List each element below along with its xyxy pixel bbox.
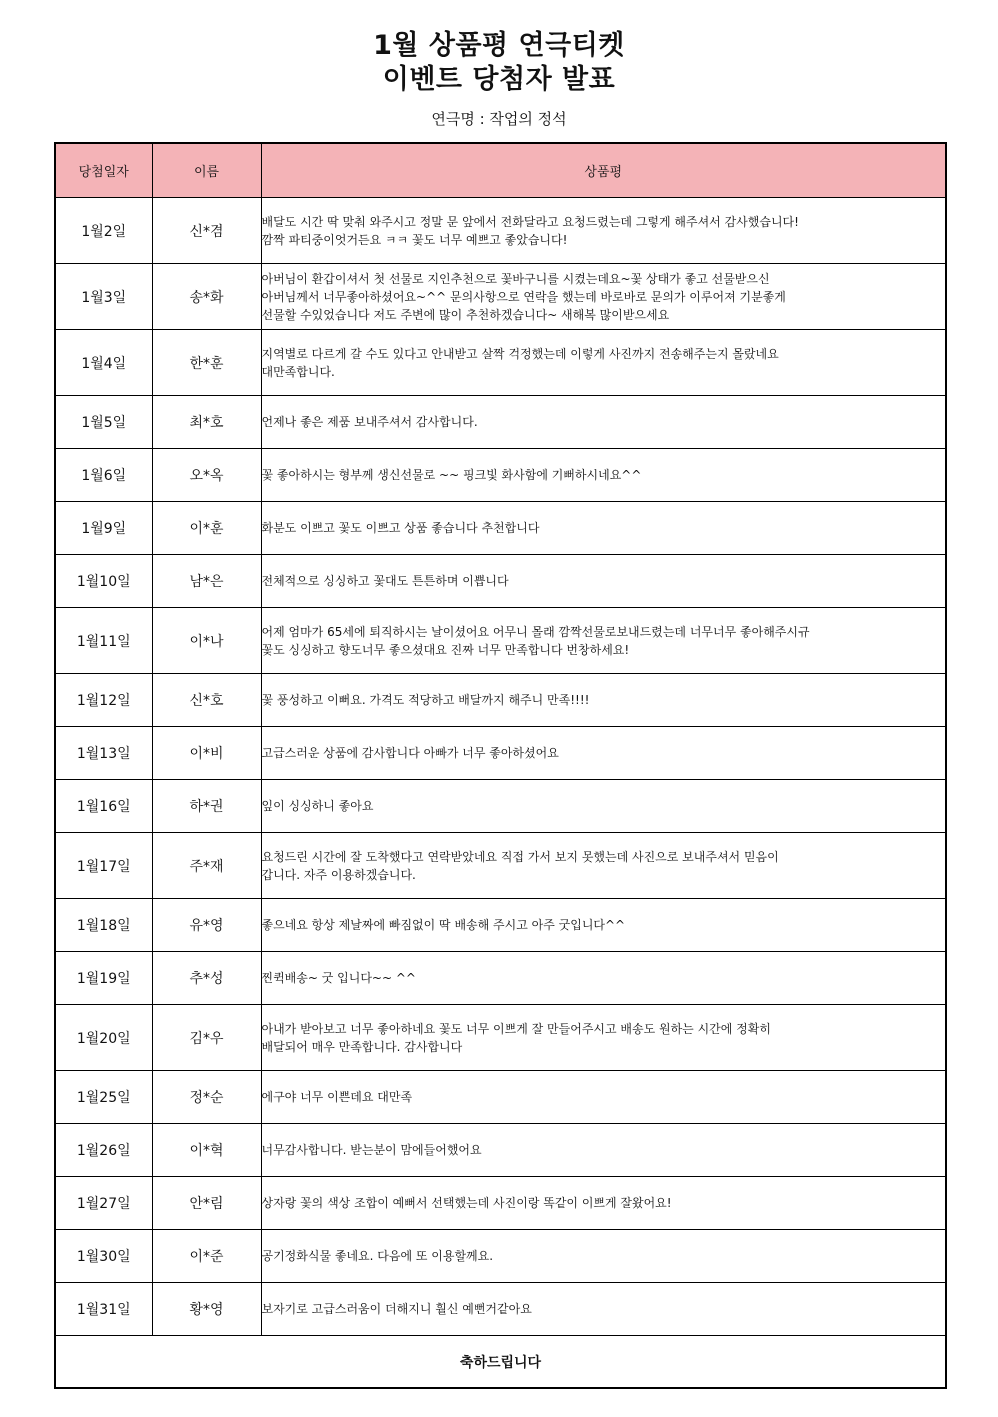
name-cell: 이*훈 [152, 502, 261, 555]
table-row [55, 780, 946, 833]
date-cell: 1월30일 [55, 1230, 152, 1283]
name-cell: 주*재 [152, 833, 261, 899]
winners-table [54, 142, 947, 1389]
table-row [55, 833, 946, 899]
table-row [55, 1124, 946, 1177]
review-cell: 지역별로 다르게 갈 수도 있다고 안내받고 살짝 걱정했는데 이렇게 사진까지 전송해주는지 몰랐네요 대만족합니다. [261, 330, 946, 396]
name-cell: 이*비 [152, 727, 261, 780]
table-row [55, 449, 946, 502]
review-cell: 상자랑 꽃의 색상 조합이 예뻐서 선택했는데 사진이랑 똑같이 이쁘게 잘왔어요! [261, 1177, 946, 1230]
review-cell: 에구야 너무 이쁜데요 대만족 [261, 1071, 946, 1124]
date-cell: 1월19일 [55, 952, 152, 1005]
play-name-subtitle: 연극명 : 작업의 정석 [431, 110, 567, 128]
review-cell: 보자기로 고급스러움이 더해지니 훨신 예뻔거같아요 [261, 1283, 946, 1336]
date-cell: 1월31일 [55, 1283, 152, 1336]
date-cell: 1월2일 [55, 198, 152, 264]
name-cell: 하*권 [152, 780, 261, 833]
review-cell: 꽃 풍성하고 이뻐요. 가격도 적당하고 배달까지 해주니 만족!!!! [261, 674, 946, 727]
header-review: 상품평 [261, 143, 946, 198]
name-cell: 이*혁 [152, 1124, 261, 1177]
name-cell: 유*영 [152, 899, 261, 952]
header-name: 이름 [152, 143, 261, 198]
name-cell: 정*순 [152, 1071, 261, 1124]
name-cell: 신*겸 [152, 198, 261, 264]
table-row [55, 198, 946, 264]
table-row [55, 396, 946, 449]
date-cell: 1월17일 [55, 833, 152, 899]
page-title-line-1: 1월 상품평 연극티켓 [373, 30, 625, 61]
review-cell: 너무감사합니다. 받는분이 맘에들어했어요 [261, 1124, 946, 1177]
name-cell: 한*훈 [152, 330, 261, 396]
date-cell: 1월9일 [55, 502, 152, 555]
name-cell: 신*호 [152, 674, 261, 727]
table-row [55, 1177, 946, 1230]
review-cell: 공기정화식물 좋네요. 다음에 또 이용할께요. [261, 1230, 946, 1283]
review-cell: 좋으네요 항상 제날짜에 빠짐없이 딱 배송해 주시고 아주 굿입니다^^ [261, 899, 946, 952]
review-cell: 아내가 받아보고 너무 좋아하네요 꽃도 너무 이쁘게 잘 만들어주시고 배송도 원하는 시간에 정확히 배달되어 매우 만족합니다. 감사합니다 [261, 1005, 946, 1071]
date-cell: 1월20일 [55, 1005, 152, 1071]
name-cell: 추*성 [152, 952, 261, 1005]
date-cell: 1월4일 [55, 330, 152, 396]
table-row [55, 555, 946, 608]
date-cell: 1월25일 [55, 1071, 152, 1124]
table-row [55, 727, 946, 780]
date-cell: 1월18일 [55, 899, 152, 952]
table-row [55, 502, 946, 555]
review-cell: 요청드린 시간에 잘 도착했다고 연락받았네요 직접 가서 보지 못했는데 사진으로 보내주셔서 믿음이 갑니다. 자주 이용하겠습니다. [261, 833, 946, 899]
table-row [55, 1071, 946, 1124]
review-cell: 전체적으로 싱싱하고 꽃대도 튼튼하며 이쁩니다 [261, 555, 946, 608]
header-date: 당첨일자 [55, 143, 152, 198]
table-row [55, 899, 946, 952]
name-cell: 황*영 [152, 1283, 261, 1336]
name-cell: 남*은 [152, 555, 261, 608]
date-cell: 1월27일 [55, 1177, 152, 1230]
table-row [55, 330, 946, 396]
review-cell: 잎이 싱싱하니 좋아요 [261, 780, 946, 833]
review-cell: 아버님이 환갑이셔서 첫 선물로 지인추천으로 꽃바구니를 시켰는데요~꽃 상태가 좋고 선물받으신 아버님께서 너무좋아하셨어요~^^ 문의사항으로 연락을 했는데 바로바로 문의가 이루어져 기분좋게 선물할 수있었습니다 저도 주변에 많이 추천하겠습니다~ 새해복 많이받으세요 [261, 264, 946, 330]
table-row [55, 1005, 946, 1071]
date-cell: 1월10일 [55, 555, 152, 608]
date-cell: 1월11일 [55, 608, 152, 674]
table-header-row [55, 143, 946, 198]
review-cell: 언제나 좋은 제품 보내주셔서 감사합니다. [261, 396, 946, 449]
name-cell: 이*준 [152, 1230, 261, 1283]
name-cell: 김*우 [152, 1005, 261, 1071]
table-row [55, 1230, 946, 1283]
name-cell: 송*화 [152, 264, 261, 330]
name-cell: 최*호 [152, 396, 261, 449]
review-cell: 화분도 이쁘고 꽃도 이쁘고 상품 좋습니다 추천합니다 [261, 502, 946, 555]
date-cell: 1월12일 [55, 674, 152, 727]
review-cell: 배달도 시간 딱 맞춰 와주시고 정말 문 앞에서 전화달라고 요청드렸는데 그렇게 해주셔서 감사했습니다! 깜짝 파티중이엇거든요 ㅋㅋ 꽃도 너무 예쁘고 좋았습니다! [261, 198, 946, 264]
name-cell: 오*옥 [152, 449, 261, 502]
date-cell: 1월3일 [55, 264, 152, 330]
name-cell: 이*나 [152, 608, 261, 674]
date-cell: 1월16일 [55, 780, 152, 833]
date-cell: 1월5일 [55, 396, 152, 449]
date-cell: 1월6일 [55, 449, 152, 502]
table-footer-row [55, 1336, 946, 1389]
congratulations-text: 축하드립니다 [55, 1336, 946, 1389]
table-row [55, 264, 946, 330]
page-title-line-2: 이벤트 당첨자 발표 [382, 64, 616, 95]
table-row [55, 608, 946, 674]
name-cell: 안*림 [152, 1177, 261, 1230]
date-cell: 1월13일 [55, 727, 152, 780]
review-cell: 꽃 좋아하시는 형부께 생신선물로 ~~ 핑크빛 화사함에 기뻐하시네요^^ [261, 449, 946, 502]
table-row [55, 952, 946, 1005]
review-cell: 어제 엄마가 65세에 퇴직하시는 날이셨어요 어무니 몰래 깜짝선물로보내드렸는데 너무너무 좋아해주시규 꽃도 싱싱하고 향도너무 좋으셨대요 진짜 너무 만족합니다 번창하세요! [261, 608, 946, 674]
table-row [55, 1283, 946, 1336]
table-row [55, 674, 946, 727]
review-cell: 고급스러운 상품에 감사합니다 아빠가 너무 좋아하셨어요 [261, 727, 946, 780]
review-cell: 찐퀵배송~ 굿 입니다~~ ^^ [261, 952, 946, 1005]
date-cell: 1월26일 [55, 1124, 152, 1177]
